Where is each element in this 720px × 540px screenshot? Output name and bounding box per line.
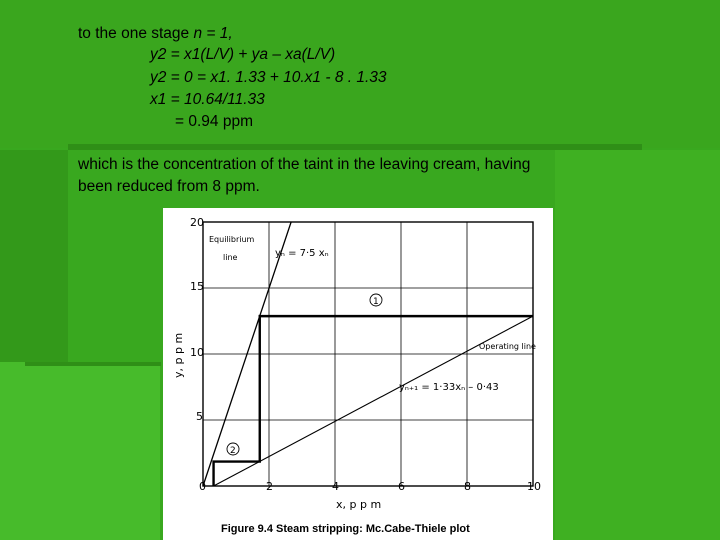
y-axis-label: y, p p m: [172, 332, 185, 378]
text-line-3: y2 = 0 = x1. 1.33 + 10.x1 - 8 . 1.33: [150, 69, 387, 86]
text-line-2: y2 = x1(L/V) + ya – xa(L/V): [150, 46, 336, 63]
step-2-label: 2: [230, 446, 236, 456]
x-tick-0: 0: [199, 480, 206, 493]
plot-grid: [203, 222, 533, 486]
x-tick-10: 10: [527, 480, 541, 493]
slide-band-right: [555, 150, 720, 540]
slide-band-left: [0, 150, 68, 365]
text-line-4: x1 = 10.64/11.33: [150, 91, 265, 108]
x-tick-2: 2: [266, 480, 273, 493]
figure-caption: Figure 9.4 Steam stripping: Mc.Cabe-Thiele plot: [221, 523, 470, 535]
y-tick-10: 10: [190, 346, 204, 359]
y-tick-20: 20: [190, 216, 204, 229]
y-tick-15: 15: [190, 280, 204, 293]
x-tick-4: 4: [332, 480, 339, 493]
operating-line-equation: yₙ₊₁ = 1·33xₙ – 0·43: [399, 382, 499, 393]
step-1-label: 1: [373, 297, 379, 307]
text-line-1b: n = 1,: [193, 25, 233, 42]
equilibrium-equation: yₙ = 7·5 xₙ: [275, 248, 329, 259]
mccabe-thiele-plot: [163, 208, 553, 540]
paragraph-line-1: which is the concentration of the taint in the leaving cream, having: [78, 156, 531, 173]
y-tick-5: 5: [196, 410, 203, 423]
slide-band-lower-left: [0, 362, 160, 540]
x-tick-6: 6: [398, 480, 405, 493]
operating-line-label: Operating line: [479, 342, 536, 351]
x-tick-8: 8: [464, 480, 471, 493]
paragraph-line-2: been reduced from 8 ppm.: [78, 178, 260, 195]
text-line-1a: to the one stage: [78, 25, 194, 42]
mccabe-thiele-figure: [163, 208, 553, 540]
text-line-5: = 0.94 ppm: [175, 113, 253, 130]
slide-rule-mid: [25, 362, 161, 366]
equilibrium-label-line2: line: [223, 253, 238, 262]
equilibrium-label-line1: Equilibrium: [209, 235, 255, 244]
text-line-1: [78, 24, 233, 44]
x-axis-label: x, p p m: [336, 498, 382, 511]
